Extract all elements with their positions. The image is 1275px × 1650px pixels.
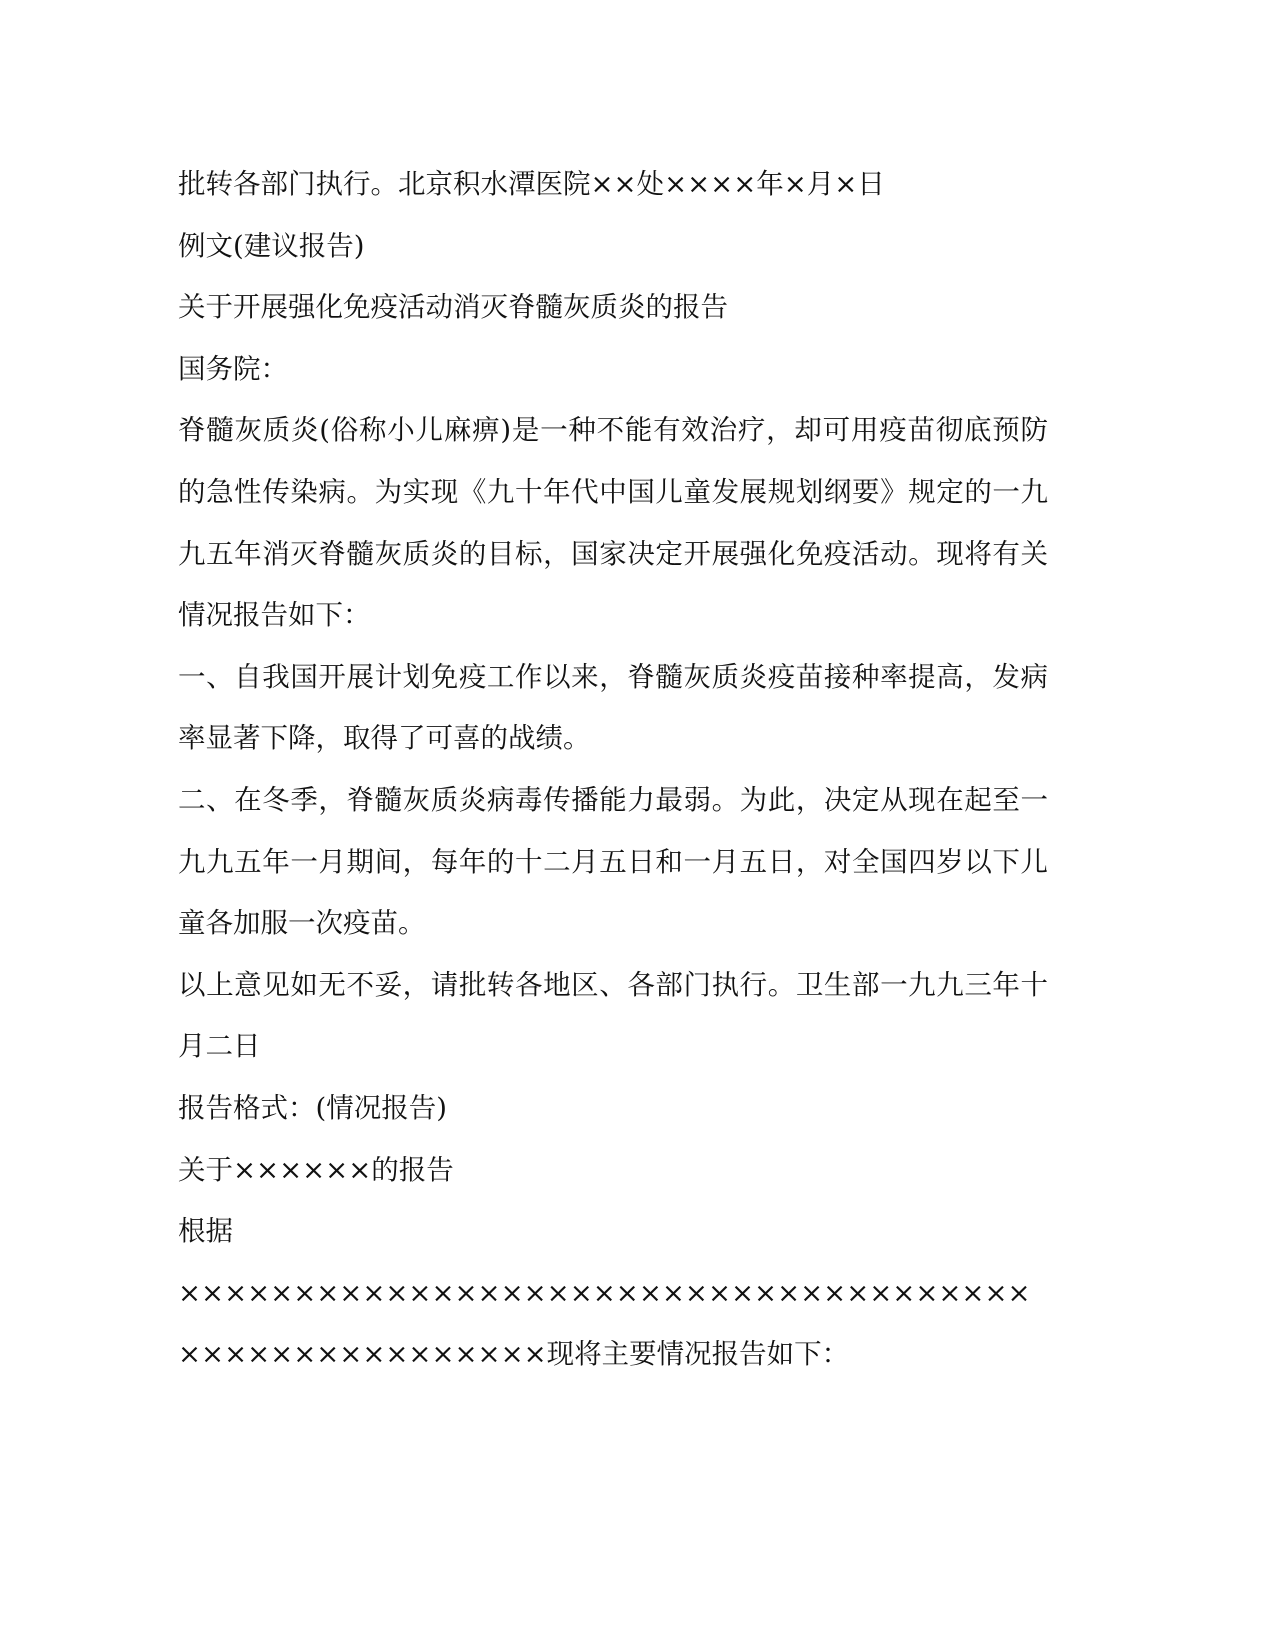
document-body bbox=[178, 154, 1048, 1386]
paragraph-format-label: 报告格式：(情况报告) bbox=[178, 1091, 447, 1124]
paragraph-example-label: 例文(建议报告) bbox=[178, 229, 365, 262]
format-title: 关于××××××的报告 bbox=[178, 1153, 454, 1186]
paragraph-basis: 根据 bbox=[178, 1215, 233, 1248]
paragraph-closing: 以上意见如无不妥，请批转各地区、各部门执行。卫生部一九九三年十月二日 bbox=[178, 968, 1048, 1063]
paragraph-approval-line: 批转各部门执行。北京积水潭医院××处××××年×月×日 bbox=[178, 168, 885, 200]
report-recipient: 国务院： bbox=[178, 352, 288, 385]
paragraph-point-two: 二、在冬季，脊髓灰质炎病毒传播能力最弱。为此，决定从现在起至一九九五年一月期间，每年的十二月五日和一月五日，对全国四岁以下儿童各加服一次疫苗。 bbox=[178, 783, 1048, 940]
paragraph-introduction: 脊髓灰质炎(俗称小儿麻痹)是一种不能有效治疗，却可用疫苗彻底预防的急性传染病。为实现《九十年代中国儿童发展规划纲要》规定的一九九五年消灭脊髓灰质炎的目标，国家决定开展强化免疫活动。现将有关情况报告如下： bbox=[178, 414, 1048, 632]
paragraph-placeholder-text: ×××××××××××××××××××××××××××××××××××××××××××××××××××××现将主要情况报告如下： bbox=[178, 1276, 1031, 1371]
paragraph-point-one: 一、自我国开展计划免疫工作以来，脊髓灰质炎疫苗接种率提高，发病率显著下降，取得了可喜的战绩。 bbox=[178, 660, 1048, 755]
report-title: 关于开展强化免疫活动消灭脊髓灰质炎的报告 bbox=[178, 291, 728, 324]
